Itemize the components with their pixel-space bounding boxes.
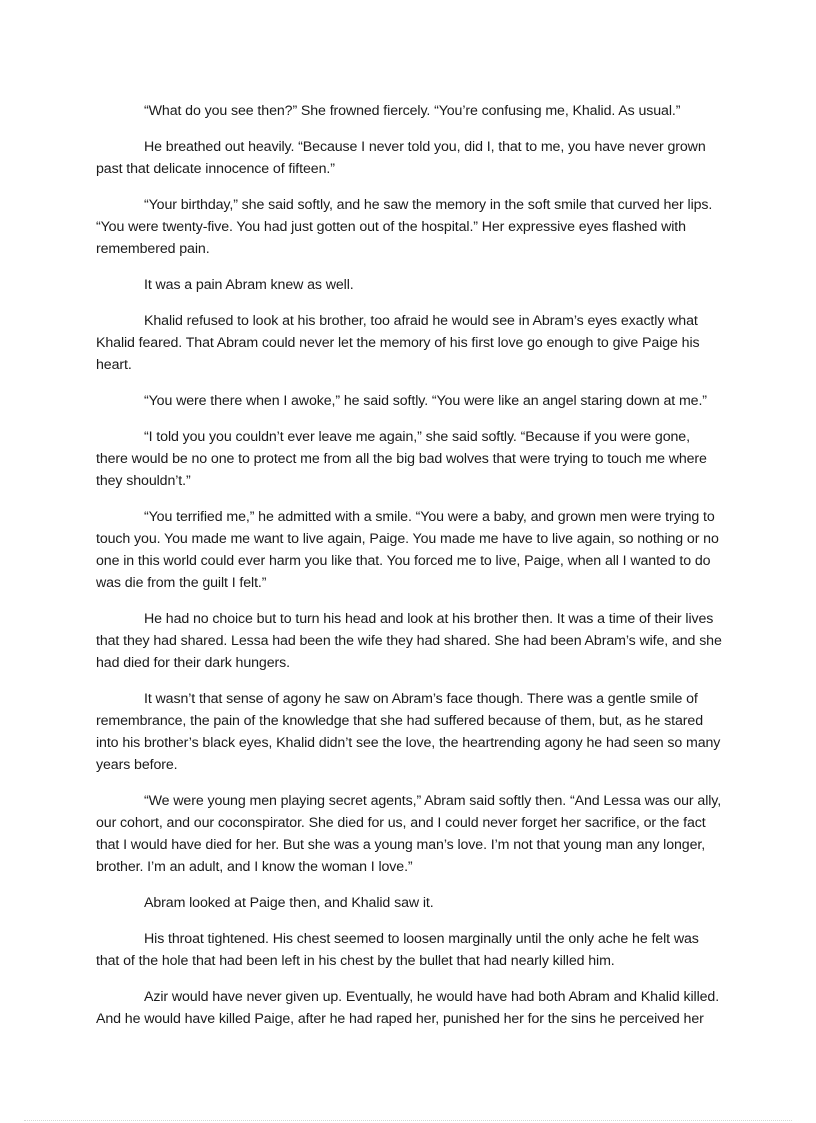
paragraph: Khalid refused to look at his brother, too afraid he would see in Abram’s eyes exactly what Khalid feared. That Abram could never let the memory of his first love go enough to give Paige his heart. [96,313,700,373]
paragraph: Azir would have never given up. Eventually, he would have had both Abram and Khalid killed. And he would have killed Paige, after he had raped her, punished her for the sins he perceived her [96,989,720,1027]
paragraph: He had no choice but to turn his head and look at his brother then. It was a time of their lives that they had shared. Lessa had been the wife they had shared. She had been Abram’s wife, and she had died for their dark hungers. [96,611,722,671]
paragraph: Abram looked at Paige then, and Khalid saw it. [144,895,434,911]
paragraph: “You terrified me,” he admitted with a smile. “You were a baby, and grown men were trying to touch you. You made me want to live again, Paige. You made me have to live again, so nothing or no one in this world could ever harm you like that. You forced me to live, Paige, when all I wanted to do was die from the guilt I felt.” [96,509,719,591]
paragraph: It wasn’t that sense of agony he saw on Abram’s face though. There was a gentle smile of remembrance, the pain of the knowledge that she had suffered because of them, but, as he stared into his brother’s black eyes, Khalid didn’t see the love, the heartrending agony he had seen so many years before. [96,691,721,773]
paragraph: “We were young men playing secret agents,” Abram said softly then. “And Lessa was our ally, our cohort, and our coconspirator. She died for us, and I could never forget her sacrifice, or the fact that I would have died for her. But she was a young man’s love. I’m not that young man any longer, brother. I’m an adult, and I know the woman I love.” [96,793,722,875]
paragraph: “Your birthday,” she said softly, and he saw the memory in the soft smile that curved her lips. “You were twenty-five. You had just gotten out of the hospital.” Her expressive eyes flashed with remembered pain. [96,197,713,257]
paragraph: “You were there when I awoke,” he said softly. “You were like an angel staring down at me.” [144,393,707,409]
paragraph: It was a pain Abram knew as well. [144,277,354,293]
page-bottom-edge [24,1120,792,1121]
paragraph: “I told you you couldn’t ever leave me again,” she said softly. “Because if you were gone, there would be no one to protect me from all the big bad wolves that were trying to touch me where they shouldn’t.” [96,429,707,489]
paragraph: “What do you see then?” She frowned fiercely. “You’re confusing me, Khalid. As usual.” [144,103,681,119]
paragraph: He breathed out heavily. “Because I never told you, did I, that to me, you have never grown past that delicate innocence of fifteen.” [96,139,706,177]
text-body [96,100,722,1044]
paragraph: His throat tightened. His chest seemed to loosen marginally until the only ache he felt was that of the hole that had been left in his chest by the bullet that had nearly killed him. [96,931,699,969]
